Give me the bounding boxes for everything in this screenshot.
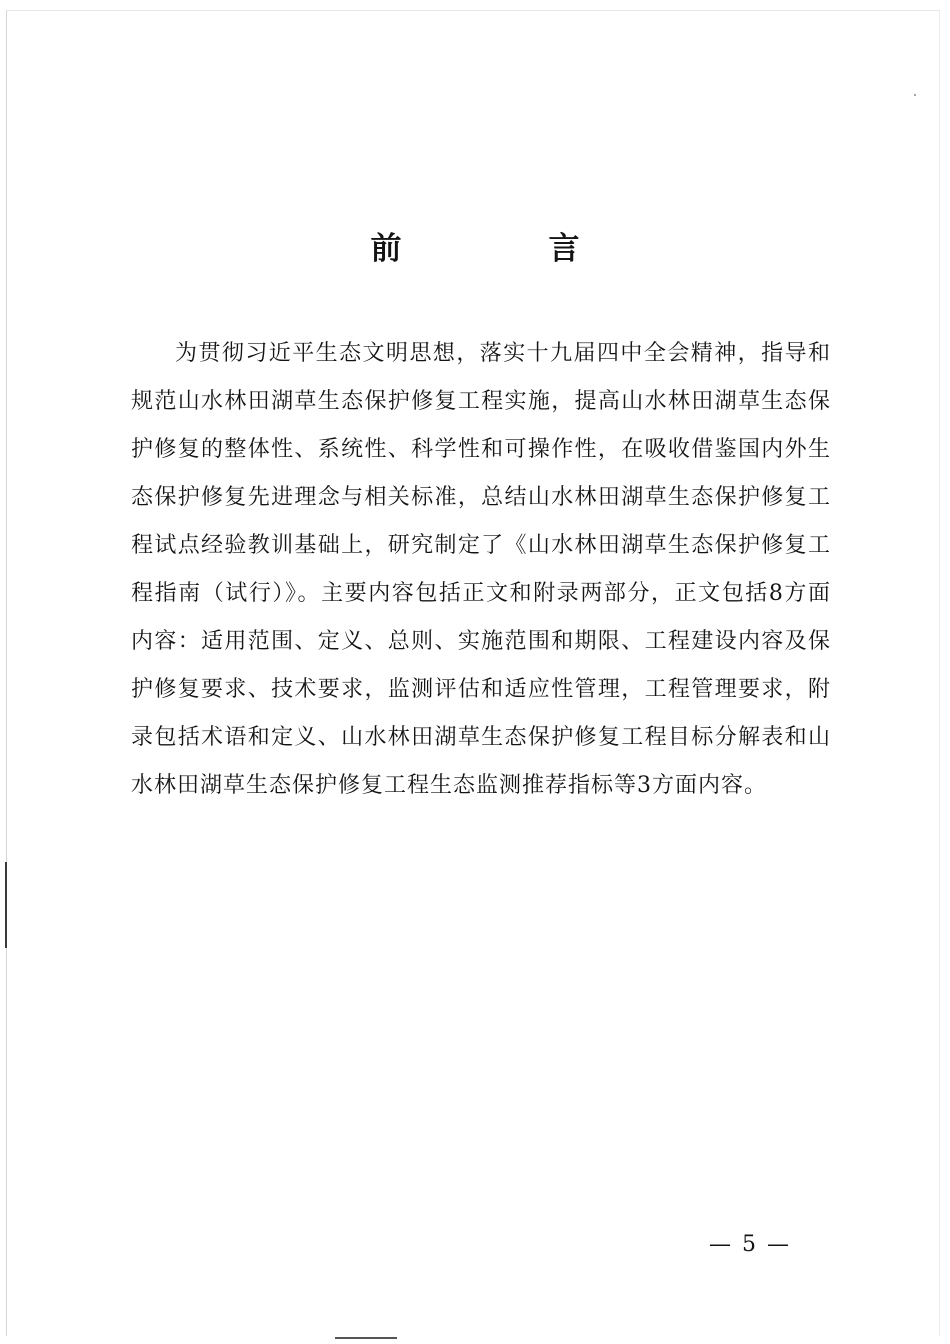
scan-artifact-dot	[914, 94, 916, 96]
scan-artifact-bottom	[335, 1337, 397, 1339]
preface-paragraph: 为贯彻习近平生态文明思想，落实十九届四中全会精神，指导和规范山水林田湖草生态保护修复工程实施，提高山水林田湖草生态保护修复的整体性、系统性、科学性和可操作性，在吸收借鉴国内外生态保护修复先进理念与相关标准，总结山水林田湖草生态保护修复工程试点经验教训基础上，研究制定了《山水林田湖草生态保护修复工程指南（试行）》。主要内容包括正文和附录两部分，正文包括8方面内容：适用范围、定义、总则、实施范围和期限、工程建设内容及保护修复要求、技术要求，监测评估和适应性管理，工程管理要求，附录包括术语和定义、山水林田湖草生态保护修复工程目标分解表和山水林田湖草生态保护修复工程生态监测推荐指标等3方面内容。	[131, 341, 831, 798]
page-number: — 5 —	[709, 1232, 791, 1257]
scan-artifact-left-edge	[5, 862, 7, 948]
page-title: 前 言	[370, 230, 638, 267]
